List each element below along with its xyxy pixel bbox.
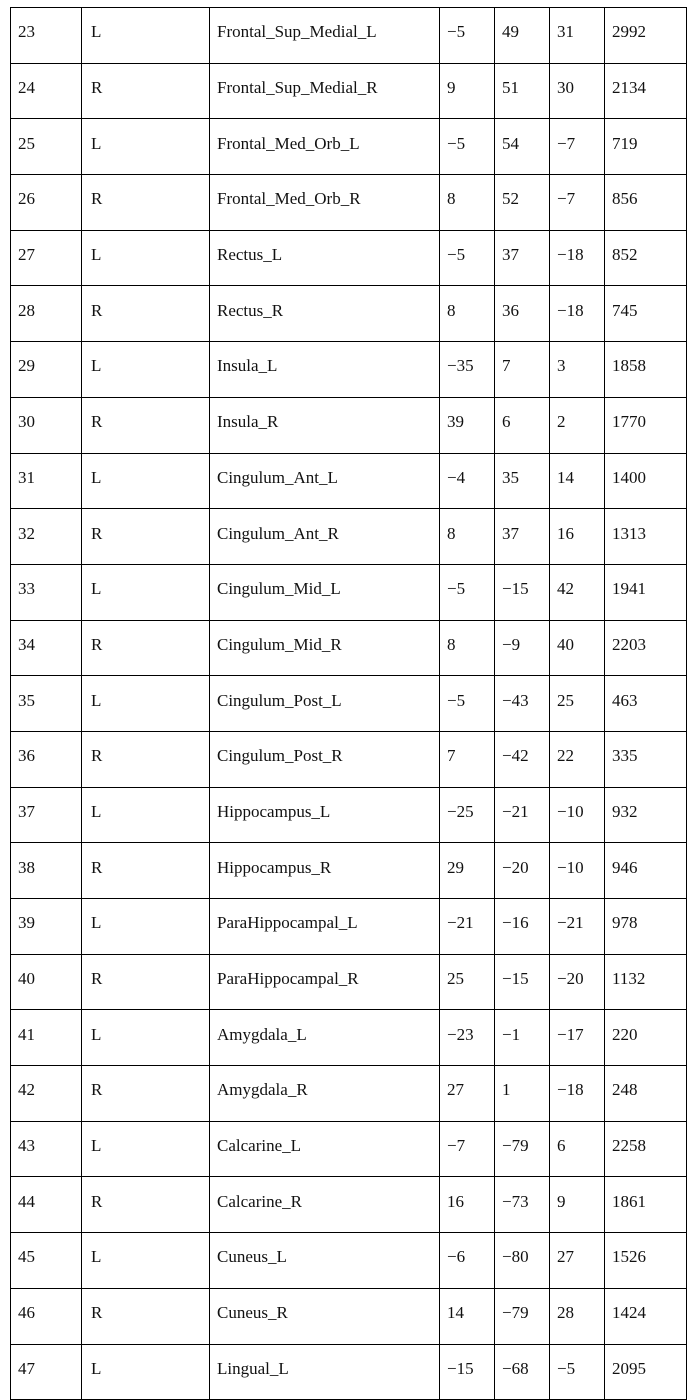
z-coordinate-cell: −17 bbox=[550, 1010, 605, 1066]
x-coordinate-cell: 14 bbox=[440, 1288, 495, 1344]
y-coordinate-cell: 54 bbox=[495, 119, 550, 175]
x-coordinate-cell: −7 bbox=[440, 1121, 495, 1177]
hemisphere-cell: R bbox=[82, 175, 210, 231]
region-name-cell: Hippocampus_L bbox=[210, 787, 440, 843]
region-index-cell: 43 bbox=[11, 1121, 82, 1177]
y-coordinate-cell: −73 bbox=[495, 1177, 550, 1233]
region-name-cell: Cingulum_Post_R bbox=[210, 731, 440, 787]
hemisphere-cell: L bbox=[82, 787, 210, 843]
z-coordinate-cell: −21 bbox=[550, 899, 605, 955]
table-row bbox=[11, 1233, 687, 1289]
region-name-cell: Rectus_R bbox=[210, 286, 440, 342]
voxel-count-cell: 1313 bbox=[605, 509, 687, 565]
table-row bbox=[11, 509, 687, 565]
z-coordinate-cell: −18 bbox=[550, 1066, 605, 1122]
x-coordinate-cell: 16 bbox=[440, 1177, 495, 1233]
x-coordinate-cell: −5 bbox=[440, 8, 495, 64]
voxel-count-cell: 2258 bbox=[605, 1121, 687, 1177]
z-coordinate-cell: 9 bbox=[550, 1177, 605, 1233]
hemisphere-cell: L bbox=[82, 453, 210, 509]
hemisphere-cell: L bbox=[82, 230, 210, 286]
table-row bbox=[11, 899, 687, 955]
region-index-cell: 31 bbox=[11, 453, 82, 509]
hemisphere-cell: L bbox=[82, 8, 210, 64]
hemisphere-cell: R bbox=[82, 731, 210, 787]
x-coordinate-cell: 7 bbox=[440, 731, 495, 787]
z-coordinate-cell: 2 bbox=[550, 397, 605, 453]
voxel-count-cell: 1526 bbox=[605, 1233, 687, 1289]
region-index-cell: 45 bbox=[11, 1233, 82, 1289]
x-coordinate-cell: −5 bbox=[440, 564, 495, 620]
voxel-count-cell: 335 bbox=[605, 731, 687, 787]
z-coordinate-cell: −18 bbox=[550, 230, 605, 286]
z-coordinate-cell: 40 bbox=[550, 620, 605, 676]
voxel-count-cell: 852 bbox=[605, 230, 687, 286]
region-index-cell: 33 bbox=[11, 564, 82, 620]
region-name-cell: Insula_L bbox=[210, 342, 440, 398]
table-row bbox=[11, 1010, 687, 1066]
region-name-cell: Cingulum_Mid_R bbox=[210, 620, 440, 676]
hemisphere-cell: L bbox=[82, 676, 210, 732]
region-index-cell: 38 bbox=[11, 843, 82, 899]
x-coordinate-cell: 27 bbox=[440, 1066, 495, 1122]
y-coordinate-cell: 37 bbox=[495, 509, 550, 565]
aal-region-table bbox=[10, 7, 687, 1400]
region-index-cell: 47 bbox=[11, 1344, 82, 1400]
voxel-count-cell: 1941 bbox=[605, 564, 687, 620]
x-coordinate-cell: −5 bbox=[440, 230, 495, 286]
table-row bbox=[11, 342, 687, 398]
hemisphere-cell: L bbox=[82, 564, 210, 620]
voxel-count-cell: 856 bbox=[605, 175, 687, 231]
hemisphere-cell: L bbox=[82, 119, 210, 175]
voxel-count-cell: 1861 bbox=[605, 1177, 687, 1233]
region-index-cell: 28 bbox=[11, 286, 82, 342]
y-coordinate-cell: 52 bbox=[495, 175, 550, 231]
region-index-cell: 32 bbox=[11, 509, 82, 565]
region-index-cell: 23 bbox=[11, 8, 82, 64]
z-coordinate-cell: 22 bbox=[550, 731, 605, 787]
z-coordinate-cell: −7 bbox=[550, 119, 605, 175]
voxel-count-cell: 946 bbox=[605, 843, 687, 899]
region-name-cell: Calcarine_L bbox=[210, 1121, 440, 1177]
region-name-cell: Calcarine_R bbox=[210, 1177, 440, 1233]
voxel-count-cell: 2203 bbox=[605, 620, 687, 676]
region-index-cell: 29 bbox=[11, 342, 82, 398]
z-coordinate-cell: −18 bbox=[550, 286, 605, 342]
y-coordinate-cell: −21 bbox=[495, 787, 550, 843]
table-row bbox=[11, 1121, 687, 1177]
z-coordinate-cell: 25 bbox=[550, 676, 605, 732]
region-index-cell: 25 bbox=[11, 119, 82, 175]
table-row bbox=[11, 787, 687, 843]
x-coordinate-cell: −5 bbox=[440, 119, 495, 175]
x-coordinate-cell: 8 bbox=[440, 286, 495, 342]
z-coordinate-cell: −10 bbox=[550, 843, 605, 899]
voxel-count-cell: 248 bbox=[605, 1066, 687, 1122]
z-coordinate-cell: −5 bbox=[550, 1344, 605, 1400]
region-name-cell: Amygdala_L bbox=[210, 1010, 440, 1066]
x-coordinate-cell: −5 bbox=[440, 676, 495, 732]
table-row bbox=[11, 564, 687, 620]
y-coordinate-cell: −16 bbox=[495, 899, 550, 955]
z-coordinate-cell: 27 bbox=[550, 1233, 605, 1289]
x-coordinate-cell: −4 bbox=[440, 453, 495, 509]
y-coordinate-cell: −20 bbox=[495, 843, 550, 899]
x-coordinate-cell: 39 bbox=[440, 397, 495, 453]
z-coordinate-cell: 31 bbox=[550, 8, 605, 64]
hemisphere-cell: L bbox=[82, 1010, 210, 1066]
region-index-cell: 27 bbox=[11, 230, 82, 286]
z-coordinate-cell: 30 bbox=[550, 63, 605, 119]
region-name-cell: Amygdala_R bbox=[210, 1066, 440, 1122]
region-name-cell: Cingulum_Ant_L bbox=[210, 453, 440, 509]
hemisphere-cell: R bbox=[82, 1066, 210, 1122]
hemisphere-cell: R bbox=[82, 397, 210, 453]
y-coordinate-cell: −15 bbox=[495, 564, 550, 620]
z-coordinate-cell: 3 bbox=[550, 342, 605, 398]
voxel-count-cell: 1858 bbox=[605, 342, 687, 398]
y-coordinate-cell: −42 bbox=[495, 731, 550, 787]
y-coordinate-cell: 7 bbox=[495, 342, 550, 398]
region-name-cell: ParaHippocampal_R bbox=[210, 954, 440, 1010]
voxel-count-cell: 719 bbox=[605, 119, 687, 175]
y-coordinate-cell: 49 bbox=[495, 8, 550, 64]
hemisphere-cell: R bbox=[82, 509, 210, 565]
table-row bbox=[11, 731, 687, 787]
table-body bbox=[11, 8, 687, 1400]
x-coordinate-cell: −35 bbox=[440, 342, 495, 398]
z-coordinate-cell: 42 bbox=[550, 564, 605, 620]
hemisphere-cell: R bbox=[82, 1177, 210, 1233]
table-row bbox=[11, 1066, 687, 1122]
table-row bbox=[11, 453, 687, 509]
table-row bbox=[11, 230, 687, 286]
hemisphere-cell: R bbox=[82, 954, 210, 1010]
region-index-cell: 44 bbox=[11, 1177, 82, 1233]
y-coordinate-cell: −9 bbox=[495, 620, 550, 676]
x-coordinate-cell: 8 bbox=[440, 509, 495, 565]
region-index-cell: 40 bbox=[11, 954, 82, 1010]
region-index-cell: 30 bbox=[11, 397, 82, 453]
z-coordinate-cell: −20 bbox=[550, 954, 605, 1010]
y-coordinate-cell: 36 bbox=[495, 286, 550, 342]
y-coordinate-cell: 51 bbox=[495, 63, 550, 119]
hemisphere-cell: L bbox=[82, 1121, 210, 1177]
region-name-cell: Cuneus_R bbox=[210, 1288, 440, 1344]
aal-region-table-container bbox=[10, 7, 687, 1400]
z-coordinate-cell: −7 bbox=[550, 175, 605, 231]
x-coordinate-cell: −25 bbox=[440, 787, 495, 843]
voxel-count-cell: 2134 bbox=[605, 63, 687, 119]
region-index-cell: 24 bbox=[11, 63, 82, 119]
region-name-cell: Cingulum_Post_L bbox=[210, 676, 440, 732]
region-index-cell: 41 bbox=[11, 1010, 82, 1066]
hemisphere-cell: R bbox=[82, 843, 210, 899]
voxel-count-cell: 2095 bbox=[605, 1344, 687, 1400]
region-name-cell: Frontal_Sup_Medial_L bbox=[210, 8, 440, 64]
region-name-cell: Cingulum_Mid_L bbox=[210, 564, 440, 620]
region-name-cell: Insula_R bbox=[210, 397, 440, 453]
voxel-count-cell: 220 bbox=[605, 1010, 687, 1066]
y-coordinate-cell: −1 bbox=[495, 1010, 550, 1066]
z-coordinate-cell: 16 bbox=[550, 509, 605, 565]
y-coordinate-cell: 1 bbox=[495, 1066, 550, 1122]
z-coordinate-cell: 28 bbox=[550, 1288, 605, 1344]
z-coordinate-cell: −10 bbox=[550, 787, 605, 843]
hemisphere-cell: R bbox=[82, 620, 210, 676]
hemisphere-cell: L bbox=[82, 1344, 210, 1400]
region-index-cell: 37 bbox=[11, 787, 82, 843]
table-row bbox=[11, 397, 687, 453]
voxel-count-cell: 1424 bbox=[605, 1288, 687, 1344]
x-coordinate-cell: −15 bbox=[440, 1344, 495, 1400]
region-name-cell: Lingual_L bbox=[210, 1344, 440, 1400]
table-row bbox=[11, 1344, 687, 1400]
region-name-cell: Cuneus_L bbox=[210, 1233, 440, 1289]
region-name-cell: ParaHippocampal_L bbox=[210, 899, 440, 955]
x-coordinate-cell: 9 bbox=[440, 63, 495, 119]
table-row bbox=[11, 1288, 687, 1344]
table-row bbox=[11, 1177, 687, 1233]
x-coordinate-cell: −23 bbox=[440, 1010, 495, 1066]
region-index-cell: 39 bbox=[11, 899, 82, 955]
hemisphere-cell: L bbox=[82, 342, 210, 398]
table-row bbox=[11, 676, 687, 732]
voxel-count-cell: 978 bbox=[605, 899, 687, 955]
voxel-count-cell: 2992 bbox=[605, 8, 687, 64]
voxel-count-cell: 1400 bbox=[605, 453, 687, 509]
table-row bbox=[11, 286, 687, 342]
y-coordinate-cell: 37 bbox=[495, 230, 550, 286]
y-coordinate-cell: −79 bbox=[495, 1121, 550, 1177]
region-index-cell: 36 bbox=[11, 731, 82, 787]
hemisphere-cell: L bbox=[82, 899, 210, 955]
region-name-cell: Rectus_L bbox=[210, 230, 440, 286]
region-index-cell: 42 bbox=[11, 1066, 82, 1122]
region-index-cell: 34 bbox=[11, 620, 82, 676]
region-index-cell: 46 bbox=[11, 1288, 82, 1344]
table-row bbox=[11, 954, 687, 1010]
region-name-cell: Hippocampus_R bbox=[210, 843, 440, 899]
voxel-count-cell: 1770 bbox=[605, 397, 687, 453]
y-coordinate-cell: −68 bbox=[495, 1344, 550, 1400]
y-coordinate-cell: 35 bbox=[495, 453, 550, 509]
hemisphere-cell: R bbox=[82, 286, 210, 342]
x-coordinate-cell: 29 bbox=[440, 843, 495, 899]
table-row bbox=[11, 620, 687, 676]
hemisphere-cell: R bbox=[82, 63, 210, 119]
voxel-count-cell: 745 bbox=[605, 286, 687, 342]
y-coordinate-cell: −79 bbox=[495, 1288, 550, 1344]
voxel-count-cell: 932 bbox=[605, 787, 687, 843]
x-coordinate-cell: −6 bbox=[440, 1233, 495, 1289]
y-coordinate-cell: −80 bbox=[495, 1233, 550, 1289]
region-name-cell: Frontal_Sup_Medial_R bbox=[210, 63, 440, 119]
y-coordinate-cell: −15 bbox=[495, 954, 550, 1010]
voxel-count-cell: 463 bbox=[605, 676, 687, 732]
hemisphere-cell: R bbox=[82, 1288, 210, 1344]
table-row bbox=[11, 843, 687, 899]
region-name-cell: Frontal_Med_Orb_R bbox=[210, 175, 440, 231]
y-coordinate-cell: 6 bbox=[495, 397, 550, 453]
y-coordinate-cell: −43 bbox=[495, 676, 550, 732]
region-name-cell: Cingulum_Ant_R bbox=[210, 509, 440, 565]
table-row bbox=[11, 175, 687, 231]
table-row bbox=[11, 119, 687, 175]
x-coordinate-cell: 8 bbox=[440, 620, 495, 676]
z-coordinate-cell: 14 bbox=[550, 453, 605, 509]
x-coordinate-cell: −21 bbox=[440, 899, 495, 955]
voxel-count-cell: 1132 bbox=[605, 954, 687, 1010]
table-row bbox=[11, 8, 687, 64]
z-coordinate-cell: 6 bbox=[550, 1121, 605, 1177]
region-index-cell: 26 bbox=[11, 175, 82, 231]
x-coordinate-cell: 25 bbox=[440, 954, 495, 1010]
x-coordinate-cell: 8 bbox=[440, 175, 495, 231]
table-row bbox=[11, 63, 687, 119]
region-index-cell: 35 bbox=[11, 676, 82, 732]
hemisphere-cell: L bbox=[82, 1233, 210, 1289]
region-name-cell: Frontal_Med_Orb_L bbox=[210, 119, 440, 175]
